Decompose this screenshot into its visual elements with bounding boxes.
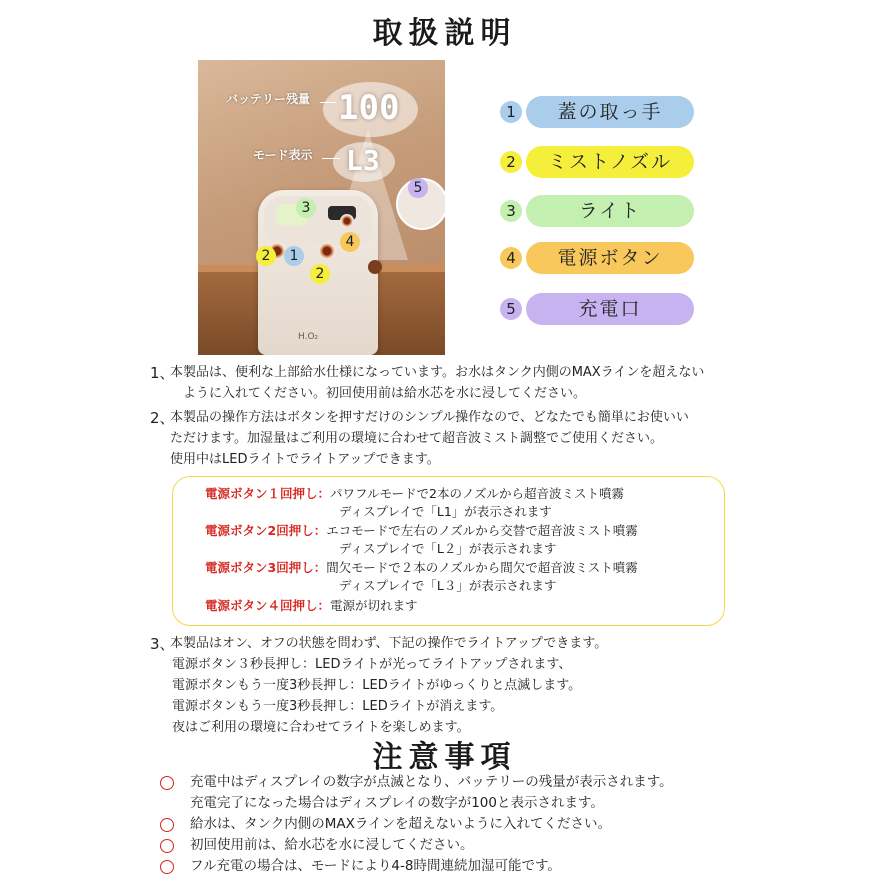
legend-label: ミストノズル: [526, 146, 694, 178]
mode-row-3: [205, 559, 638, 577]
circle-bullet-icon: [160, 818, 174, 832]
caution-text: フル充電の場合は、モードにより4-8時間連続加湿可能です。: [190, 858, 561, 874]
legend-label: 充電口: [526, 293, 694, 325]
device-strap: [368, 260, 382, 274]
caution-text: 給水は、タンク内側のMAXラインを超えないように入れてください。: [190, 816, 611, 832]
mode-row-1: [205, 485, 624, 503]
nozzle-right: [318, 242, 336, 260]
instruction-text: 本製品は、便利な上部給水仕様になっています。お水はタンク内側のMAXラインを超えない: [170, 365, 705, 380]
legend-number: 3: [500, 200, 522, 222]
battery-display: 100: [338, 88, 400, 128]
callout-line: [322, 158, 340, 159]
instruction-text: 本製品はオン、オフの状態を問わず、下記の操作でライトアップできます。: [170, 636, 608, 651]
callout-battery: バッテリー残量: [226, 92, 311, 106]
item-number: 1、: [150, 364, 175, 382]
caution-title: 注意事項: [372, 740, 517, 775]
marker-2-right: 2: [310, 264, 330, 284]
marker-5: 5: [408, 178, 428, 198]
mode-key: 電源ボタン2回押し：: [205, 523, 327, 538]
mode-display: L3: [346, 144, 380, 177]
callout-line: [320, 102, 336, 103]
device-logo: H.O₂: [298, 332, 319, 342]
item-number: 2、: [150, 409, 175, 427]
caution-text: 充電完了になった場合はディスプレイの数字が100と表示されます。: [190, 795, 604, 811]
instruction-text: ように入れてください。初回使用前は給水芯を水に浸してください。: [183, 386, 587, 401]
instruction-text: ただけます。加湿量はご利用の環境に合わせて超音波ミスト調整でご使用ください。: [170, 431, 663, 446]
mode-row-4: [205, 597, 418, 615]
marker-1: 1: [284, 246, 304, 266]
circle-bullet-icon: [160, 839, 174, 853]
instruction-text: 電源ボタンもう一度3秒長押し：LEDライトが消えます。: [172, 699, 504, 714]
marker-3: 3: [296, 198, 316, 218]
instruction-text: 使用中はLEDライトでライトアップできます。: [170, 452, 440, 467]
instruction-text: 電源ボタンもう一度3秒長押し：LEDライトがゆっくりと点滅します。: [172, 678, 582, 693]
mode-row-3-sub: ディスプレイで「L３」が表示されます: [339, 578, 557, 593]
mode-desc: エコモードで左右のノズルから交替で超音波ミスト噴霧: [326, 523, 638, 538]
mode-desc: 電源が切れます: [330, 598, 418, 613]
mode-row-1-sub: ディスプレイで「L1」が表示されます: [339, 504, 552, 519]
legend-number: 5: [500, 298, 522, 320]
caution-text: 充電中はディスプレイの数字が点滅となり、バッテリーの残量が表示されます。: [190, 774, 673, 790]
mode-key: 電源ボタン１回押し：: [205, 486, 331, 501]
product-photo: [198, 60, 445, 355]
item-number: 3、: [150, 635, 175, 653]
instruction-text: 夜はご利用の環境に合わせてライトを楽しめます。: [172, 720, 470, 735]
legend-label: 電源ボタン: [526, 242, 694, 274]
mode-desc: パワフルモードで2本のノズルから超音波ミスト噴霧: [330, 486, 624, 501]
legend-label: 蓋の取っ手: [526, 96, 694, 128]
legend-label: ライト: [526, 195, 694, 227]
mode-row-2: [205, 522, 638, 540]
legend-number: 2: [500, 151, 522, 173]
marker-4: 4: [340, 232, 360, 252]
circle-bullet-icon: [160, 776, 174, 790]
marker-2-left: 2: [256, 246, 276, 266]
callout-mode: モード表示: [253, 148, 313, 162]
circle-bullet-icon: [160, 860, 174, 874]
caution-text: 初回使用前は、給水芯を水に浸してください。: [190, 837, 474, 853]
mode-box: [172, 476, 725, 626]
page-title: 取扱説明: [372, 16, 517, 51]
legend-number: 1: [500, 101, 522, 123]
mode-desc: 間欠モードで２本のノズルから間欠で超音波ミスト噴霧: [326, 560, 638, 575]
mode-key: 電源ボタン４回押し：: [205, 598, 331, 613]
mode-key: 電源ボタン3回押し：: [205, 560, 327, 575]
legend-number: 4: [500, 247, 522, 269]
power-button: [340, 214, 354, 228]
instruction-text: 本製品の操作方法はボタンを押すだけのシンプル操作なので、どなたでも簡単にお使いい: [170, 410, 689, 425]
instruction-text: 電源ボタン３秒長押し：LEDライトが光ってライトアップされます、: [172, 657, 572, 672]
mode-row-2-sub: ディスプレイで「L２」が表示されます: [339, 541, 557, 556]
